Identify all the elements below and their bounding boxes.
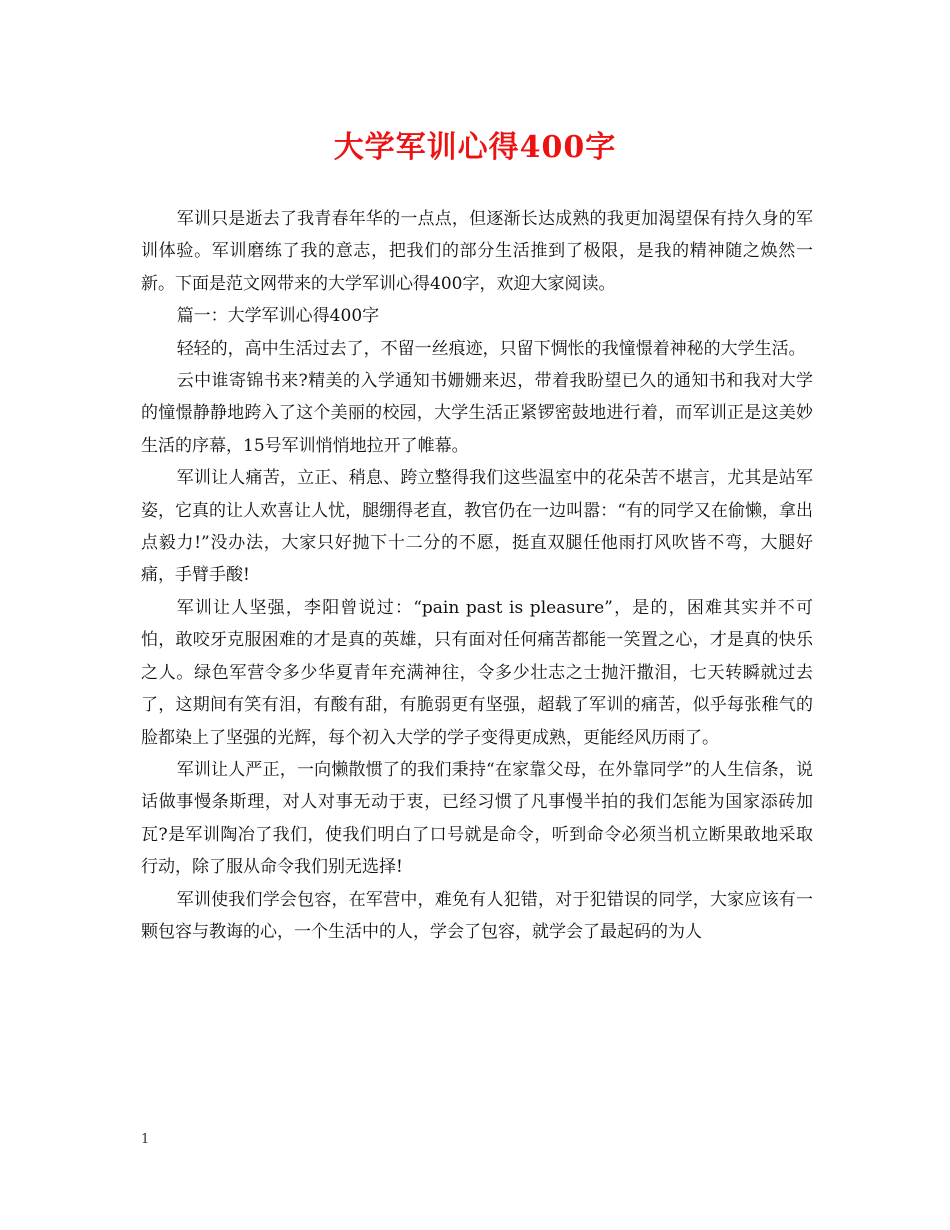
paragraph: 军训只是逝去了我青春年华的一点点，但逐渐长达成熟的我更加渴望保有持久身的军训体验。军训磨练了我的意志，把我们的部分生活推到了极限，是我的精神随之焕然一新。下面是范文网带来的大学军训心得400字，欢迎大家阅读。 xyxy=(141,209,813,294)
paragraph: 军训让人严正，一向懒散惯了的我们秉持“在家靠父母，在外靠同学”的人生信条，说话做事慢条斯理，对人对事无动于衷，已经习惯了凡事慢半拍的我们怎能为国家添砖加瓦?是军训陶冶了我们，使我们明白了口号就是命令，听到命令必须当机立断果敢地采取行动，除了服从命令我们别无选择! xyxy=(141,759,813,878)
page-number: 1 xyxy=(141,1132,150,1147)
document-title: 大学军训心得400字 xyxy=(333,130,617,165)
paragraph: 军训让人痛苦，立正、稍息、跨立整得我们这些温室中的花朵苦不堪言，尤其是站军姿，它真的让人欢喜让人忧，腿绷得老直，教官仍在一边叫嚣：“有的同学又在偷懒，拿出点毅力!”没办法，大家只好抛下十二分的不愿，挺直双腿任他雨打风吹皆不弯，大腿好痛，手臂手酸! xyxy=(141,468,813,586)
paragraph: 轻轻的，高中生活过去了，不留一丝痕迹，只留下惆怅的我憧憬着神秘的大学生活。 xyxy=(176,338,806,359)
paragraph: 云中谁寄锦书来?精美的入学通知书姗姗来迟，带着我盼望已久的通知书和我对大学的憧憬静静地跨入了这个美丽的校园，大学生活正紧锣密鼓地进行着，而军训正是这美妙生活的序幕，15号军训悄悄地拉开了帷幕。 xyxy=(141,371,813,456)
paragraph: 军训使我们学会包容，在军营中，难免有人犯错，对于犯错误的同学，大家应该有一颗包容与教诲的心，一个生活中的人，学会了包容，就学会了最起码的为人 xyxy=(141,889,813,942)
document-body xyxy=(141,203,813,948)
section-heading: 篇一：大学军训心得400字 xyxy=(176,306,380,327)
paragraph: 军训让人坚强，李阳曾说过：“pain past is pleasure”，是的，困难其实并不可怕，敢咬牙克服困难的才是真的英雄，只有面对任何痛苦都能一笑置之心，才是真的快乐之人。绿色军营令多少华夏青年充满神往，令多少壮志之士抛汗撒泪，七天转瞬就过去了，这期间有笑有泪，有酸有甜，有脆弱更有坚强，超载了军训的痛苦，似乎每张稚气的脸都染上了坚强的光辉，每个初入大学的学子变得更成熟，更能经风历雨了。 xyxy=(141,597,813,748)
